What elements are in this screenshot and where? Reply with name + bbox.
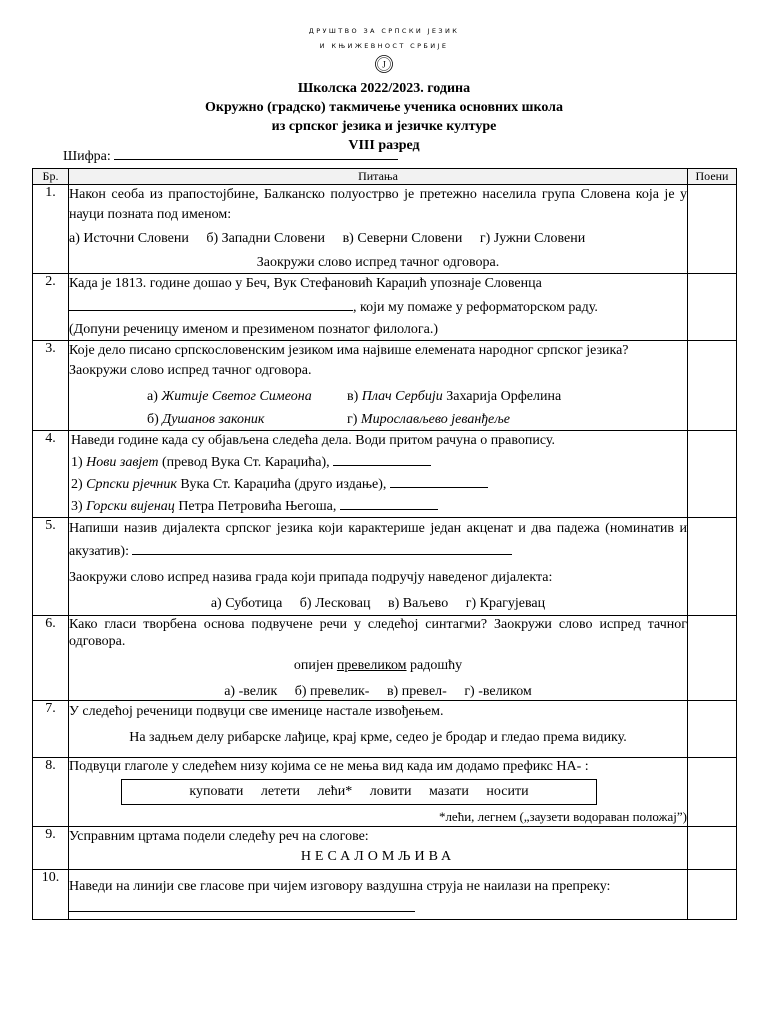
- list-item: [69, 473, 687, 495]
- phrase-underlined-word: превеликом: [336, 658, 407, 673]
- answer-options: [69, 229, 687, 249]
- question-row-5: [33, 518, 737, 616]
- option-title: Мирослављево јеванђеље: [360, 412, 510, 427]
- question-number: 2.: [33, 274, 69, 341]
- item-title: Нови завјет: [86, 455, 159, 470]
- option-d[interactable]: г) Јужни Словени: [479, 231, 586, 246]
- question-number: 5.: [33, 518, 69, 616]
- option-letter: в): [347, 389, 359, 404]
- option-b[interactable]: б) Лесковац: [299, 596, 371, 611]
- option-b[interactable]: [147, 410, 347, 430]
- society-name-line-2: И КЊИЖЕВНОСТ СРБИЈЕ: [319, 42, 449, 50]
- question-text: Усправним цртама подели следећу реч на слогове:: [69, 829, 369, 844]
- question-text: Наведи године када су објављена следећа дела. Води притом рачуна о правопису.: [71, 433, 556, 448]
- points-cell: [688, 616, 737, 701]
- logo-letter: Ј: [382, 59, 386, 70]
- sentence[interactable]: На задњем делу рибарске лађице, крај крме, седео је бродар и гледао према видику.: [129, 730, 627, 745]
- question-body: [69, 518, 688, 616]
- answer-line[interactable]: [333, 451, 431, 466]
- table-header-row: [33, 169, 737, 185]
- question-row-9: [33, 827, 737, 870]
- option-letter: б): [147, 412, 159, 427]
- question-row-1: [33, 185, 737, 274]
- item-title: Српски рјечник: [86, 477, 177, 492]
- question-row-8: [33, 758, 737, 827]
- answer-options: [69, 683, 687, 700]
- option-d[interactable]: г) Крагујевац: [465, 596, 546, 611]
- option-b[interactable]: б) Западни Словени: [206, 231, 326, 246]
- question-number: 3.: [33, 341, 69, 431]
- item-number: 2): [71, 477, 83, 492]
- question-text: Подвуци глаголе у следећем низу којима се не мења вид када им додамо префикс НА- :: [69, 759, 589, 774]
- grade-title: VIII разред: [348, 138, 420, 153]
- answer-options: [69, 387, 687, 430]
- competition-title: Окружно (градско) такмичење ученика основних школа: [204, 100, 564, 115]
- points-cell: [688, 701, 737, 758]
- word-to-split[interactable]: НЕСАЛОМЉИВА: [300, 849, 456, 864]
- option-a[interactable]: [147, 387, 347, 407]
- option-b[interactable]: б) превелик-: [294, 684, 370, 699]
- question-text: Наведи на линији све гласове при чијем изговору ваздушна струја не наилази на препреку:: [69, 879, 611, 894]
- question-instruction: (Допуни реченицу именом и презименом познатог филолога.): [69, 322, 438, 337]
- cipher-field: [63, 147, 398, 165]
- school-year-title: Школска 2022/2023. година: [297, 81, 471, 96]
- question-text: Након сеоба из прапостојбине, Балканско полуострво је претежно населила група Словена која је у науци позната под именом:: [69, 187, 687, 222]
- option-a[interactable]: а) -велик: [224, 684, 278, 699]
- question-row-7: [33, 701, 737, 758]
- question-text-content: Напиши назив дијалекта српског језика који карактерише један акценат и два падежа (номинатив и акузатив):: [69, 521, 687, 559]
- option-title: Плач Сербији: [361, 389, 443, 404]
- item-number: 3): [71, 499, 83, 514]
- option-letter: г): [347, 412, 358, 427]
- option-c[interactable]: в) Северни Словени: [342, 231, 463, 246]
- answer-line[interactable]: [69, 897, 415, 912]
- document-header: [0, 24, 768, 155]
- points-cell: [688, 185, 737, 274]
- option-d[interactable]: г) -великом: [464, 684, 532, 699]
- question-number: 9.: [33, 827, 69, 870]
- question-text-continued: , који му помаже у реформаторском раду.: [353, 300, 598, 315]
- option-a[interactable]: а) Источни Словени: [69, 231, 189, 246]
- question-body: [69, 616, 688, 701]
- question-body: [69, 870, 688, 920]
- answer-line[interactable]: [132, 540, 512, 555]
- points-cell: [688, 431, 737, 518]
- item-number: 1): [71, 455, 83, 470]
- option-author: Захарија Орфелина: [446, 389, 562, 404]
- option-c[interactable]: в) превел-: [386, 684, 447, 699]
- option-letter: а): [147, 389, 158, 404]
- points-cell: [688, 518, 737, 616]
- option-c[interactable]: в) Ваљево: [387, 596, 449, 611]
- option-a[interactable]: а) Суботица: [210, 596, 283, 611]
- question-body: [69, 185, 688, 274]
- points-cell: [688, 870, 737, 920]
- question-instruction: Заокружи слово испред назива града који припада подручју наведеног дијалекта:: [69, 570, 553, 585]
- word-box[interactable]: куповати летети лећи* ловити мазати носити: [121, 779, 597, 805]
- question-row-3: [33, 341, 737, 431]
- item-title: Горски вијенац: [86, 499, 175, 514]
- question-body: [69, 758, 688, 827]
- points-cell: [688, 827, 737, 870]
- question-number: 7.: [33, 701, 69, 758]
- question-text: Које дело писано српскословенским језиком има највише елемената народног српског језика? Заокружи слово испред тачног одговора.: [69, 343, 629, 378]
- answer-line[interactable]: [390, 473, 488, 488]
- question-body: [69, 827, 688, 870]
- question-text: Како гласи творбена основа подвучене речи у следећој синтагми? Заокружи слово испред тачног одговора.: [69, 617, 687, 649]
- option-title: Душанов законик: [162, 412, 265, 427]
- list-item: [69, 495, 687, 517]
- option-c[interactable]: [347, 387, 687, 407]
- option-d[interactable]: [347, 410, 687, 430]
- question-row-2: [33, 274, 737, 341]
- phrase-word: радошћу: [410, 658, 463, 673]
- footnote: *лећи, легнем („заузети водораван положај”): [438, 809, 687, 824]
- column-header-questions: Питања: [69, 169, 688, 185]
- question-body: [69, 274, 688, 341]
- questions-table: [32, 168, 737, 920]
- society-logo-icon: [374, 54, 394, 74]
- question-number: 6.: [33, 616, 69, 701]
- answer-line[interactable]: [69, 296, 353, 311]
- question-row-4: [33, 431, 737, 518]
- subject-title: из српског језика и језичке културе: [271, 119, 497, 134]
- list-item: [69, 451, 687, 473]
- points-cell: [688, 758, 737, 827]
- question-number: 4.: [33, 431, 69, 518]
- option-title: Житије Светог Симеона: [161, 389, 312, 404]
- column-header-points: Поени: [688, 169, 737, 185]
- answer-options: [69, 593, 687, 615]
- question-number: 10.: [33, 870, 69, 920]
- phrase-word: опијен: [293, 658, 334, 673]
- item-text: (превод Вука Ст. Караџића),: [161, 455, 330, 470]
- question-body: [69, 341, 688, 431]
- question-row-6: [33, 616, 737, 701]
- cipher-input-line[interactable]: [114, 147, 398, 160]
- points-cell: [688, 274, 737, 341]
- question-instruction: Заокружи слово испред тачног одговора.: [256, 255, 500, 270]
- question-text: У следећој реченици подвуци све именице настале извођењем.: [69, 704, 444, 719]
- question-text: [69, 518, 687, 563]
- points-cell: [688, 341, 737, 431]
- item-text: Петра Петровића Његоша,: [178, 499, 337, 514]
- answer-line[interactable]: [340, 495, 438, 510]
- column-header-number: Бр.: [33, 169, 69, 185]
- question-text: Када је 1813. године дошао у Беч, Вук Стефановић Караџић упознаје Словенца: [69, 276, 542, 291]
- phrase: [69, 657, 687, 674]
- society-name-line-1: ДРУШТВО ЗА СРПСКИ ЈЕЗИК: [308, 27, 460, 35]
- cipher-label: Шифра:: [63, 149, 111, 164]
- item-text: Вука Ст. Караџића (друго издање),: [180, 477, 387, 492]
- question-number: 8.: [33, 758, 69, 827]
- question-row-10: [33, 870, 737, 920]
- question-number: 1.: [33, 185, 69, 274]
- question-body: [69, 701, 688, 758]
- question-body: [69, 431, 688, 518]
